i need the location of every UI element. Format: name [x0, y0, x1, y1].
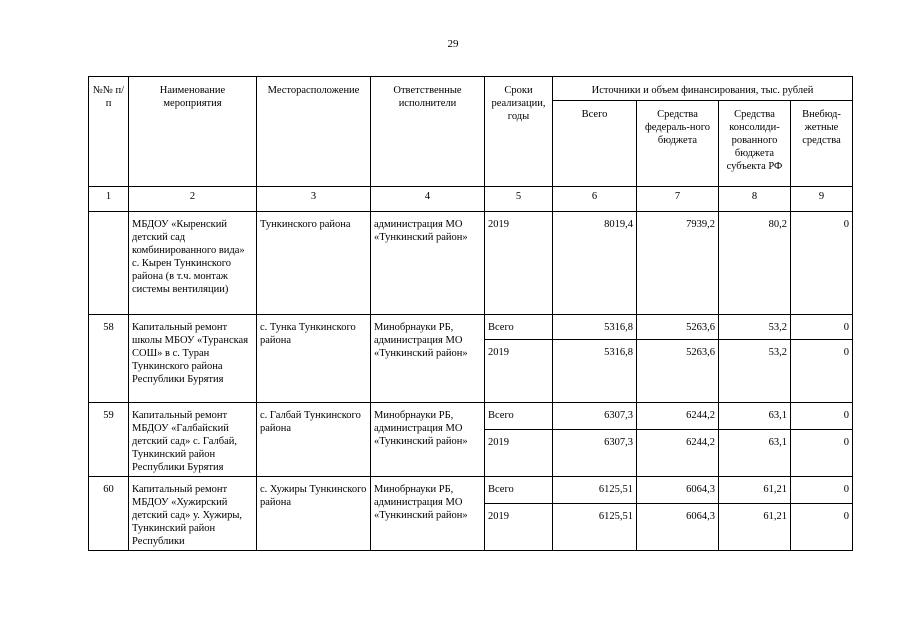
column-number: 7: [637, 187, 719, 212]
row-name: Капитальный ремонт МБДОУ «Хужирский детский сад» у. Хужиры, Тункинский район Республики: [129, 477, 257, 551]
table-row: [89, 315, 853, 340]
row-extra: 0: [791, 403, 853, 430]
row-period: Всего: [485, 477, 553, 504]
row-federal: 5263,6: [637, 315, 719, 340]
row-executors: Минобрнауки РБ, администрация МО «Тункинский район»: [371, 315, 485, 403]
row-period: 2019: [485, 504, 553, 551]
row-regional: 53,2: [719, 340, 791, 403]
column-number: 5: [485, 187, 553, 212]
row-federal: 6244,2: [637, 430, 719, 477]
column-number: 1: [89, 187, 129, 212]
column-numbering-row: [89, 187, 853, 212]
header-name: Наименование мероприятия: [129, 77, 257, 187]
row-period: 2019: [485, 430, 553, 477]
row-total: 6125,51: [553, 504, 637, 551]
row-extra: 0: [791, 212, 853, 315]
row-period: 2019: [485, 212, 553, 315]
header-funding-group: Источники и объем финансирования, тыс. рублей: [553, 77, 853, 101]
row-extra: 0: [791, 430, 853, 477]
row-number: 60: [89, 477, 129, 551]
column-number: 3: [257, 187, 371, 212]
row-extra: 0: [791, 504, 853, 551]
column-number: 9: [791, 187, 853, 212]
row-regional: 63,1: [719, 430, 791, 477]
column-number: 8: [719, 187, 791, 212]
row-total: 6307,3: [553, 403, 637, 430]
row-number: 58: [89, 315, 129, 403]
header-period: Сроки реализации, годы: [485, 77, 553, 187]
row-location: Тункинского района: [257, 212, 371, 315]
row-total: 5316,8: [553, 340, 637, 403]
row-federal: 5263,6: [637, 340, 719, 403]
row-period: Всего: [485, 315, 553, 340]
row-extra: 0: [791, 477, 853, 504]
row-regional: 63,1: [719, 403, 791, 430]
row-executors: Минобрнауки РБ, администрация МО «Тункинский район»: [371, 403, 485, 477]
row-federal: 6064,3: [637, 477, 719, 504]
row-name: Капитальный ремонт МБДОУ «Галбайский детский сад» с. Галбай, Тункинский район Республики Бурятия: [129, 403, 257, 477]
row-federal: 6244,2: [637, 403, 719, 430]
page-number: 29: [447, 38, 459, 50]
row-federal: 7939,2: [637, 212, 719, 315]
row-period: 2019: [485, 340, 553, 403]
row-regional: 61,21: [719, 477, 791, 504]
header-number: №№ п/п: [89, 77, 129, 187]
column-number: 6: [553, 187, 637, 212]
row-extra: 0: [791, 340, 853, 403]
header-federal: Средства федераль-ного бюджета: [637, 101, 719, 187]
header-location: Месторасположение: [257, 77, 371, 187]
table-row: [89, 477, 853, 504]
table-row: [89, 212, 853, 315]
row-total: 5316,8: [553, 315, 637, 340]
row-federal: 6064,3: [637, 504, 719, 551]
funding-table: [88, 76, 853, 551]
row-location: с. Тунка Тункинского района: [257, 315, 371, 403]
row-name: МБДОУ «Кыренский детский сад комбинированного вида» с. Кырен Тункинского района (в т.ч. монтаж системы вентиляции): [129, 212, 257, 315]
row-location: с. Галбай Тункинского района: [257, 403, 371, 477]
row-regional: 61,21: [719, 504, 791, 551]
column-number: 4: [371, 187, 485, 212]
row-extra: 0: [791, 315, 853, 340]
row-period: Всего: [485, 403, 553, 430]
row-regional: 80,2: [719, 212, 791, 315]
row-name: Капитальный ремонт школы МБОУ «Туранская СОШ» в с. Туран Тункинского района Республики Бурятия: [129, 315, 257, 403]
column-number: 2: [129, 187, 257, 212]
row-total: 8019,4: [553, 212, 637, 315]
header-regional: Средства консолиди-рованного бюджета субъекта РФ: [719, 101, 791, 187]
row-total: 6307,3: [553, 430, 637, 477]
row-regional: 53,2: [719, 315, 791, 340]
row-executors: администрация МО «Тункинский район»: [371, 212, 485, 315]
header-extra: Внебюд-жетные средства: [791, 101, 853, 187]
row-total: 6125,51: [553, 477, 637, 504]
header-total: Всего: [553, 101, 637, 187]
row-number: [89, 212, 129, 315]
table-row: [89, 403, 853, 430]
row-executors: Минобрнауки РБ, администрация МО «Тункинский район»: [371, 477, 485, 551]
header-executors: Ответственные исполнители: [371, 77, 485, 187]
row-number: 59: [89, 403, 129, 477]
row-location: с. Хужиры Тункинского района: [257, 477, 371, 551]
